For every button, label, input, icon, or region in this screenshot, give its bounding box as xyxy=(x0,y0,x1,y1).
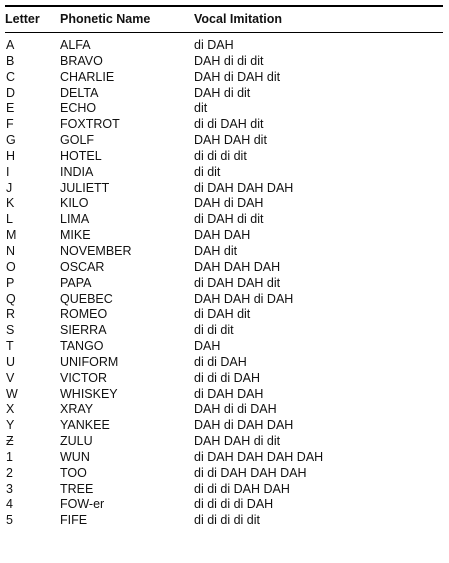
header-vocal-imitation: Vocal Imitation xyxy=(194,12,282,26)
top-rule xyxy=(5,5,443,7)
row-phonetic-name: ZULU xyxy=(60,434,93,449)
row-phonetic-name: WHISKEY xyxy=(60,386,118,401)
row-phonetic-name: TREE xyxy=(60,481,94,496)
row-vocal-imitation: DAH di DAH dit xyxy=(194,69,281,84)
row-vocal-imitation: di DAH DAH dit xyxy=(194,275,281,290)
row-letter: F xyxy=(6,117,14,132)
row-letter: L xyxy=(6,212,13,227)
row-letter: H xyxy=(6,148,16,163)
row-vocal-imitation: di di di di DAH xyxy=(194,497,274,512)
row-letter: 3 xyxy=(6,481,13,496)
row-letter: I xyxy=(6,164,10,179)
table-row xyxy=(0,149,449,165)
table-row xyxy=(0,260,449,276)
table-row xyxy=(0,402,449,418)
row-phonetic-name: INDIA xyxy=(60,164,94,179)
row-vocal-imitation: di di di di dit xyxy=(194,513,261,528)
table-row xyxy=(0,482,449,498)
row-vocal-imitation: DAH di di DAH xyxy=(194,402,277,417)
row-vocal-imitation: di di dit xyxy=(194,323,234,338)
row-phonetic-name: DELTA xyxy=(60,85,99,100)
table-row xyxy=(0,70,449,86)
table-row xyxy=(0,228,449,244)
table-row xyxy=(0,497,449,513)
row-phonetic-name: WUN xyxy=(60,449,90,464)
header-rule xyxy=(5,32,443,33)
row-phonetic-name: MIKE xyxy=(60,228,91,243)
row-vocal-imitation: di DAH DAH DAH DAH xyxy=(194,449,324,464)
table-row xyxy=(0,165,449,181)
table-row xyxy=(0,54,449,70)
table-body xyxy=(0,38,449,529)
row-letter: B xyxy=(6,53,15,68)
row-letter: V xyxy=(6,370,15,385)
row-vocal-imitation: DAH di DAH DAH xyxy=(194,418,294,433)
row-phonetic-name: GOLF xyxy=(60,133,95,148)
row-vocal-imitation: DAH xyxy=(194,339,221,354)
row-vocal-imitation: DAH di dit xyxy=(194,85,251,100)
row-vocal-imitation: DAH dit xyxy=(194,243,238,258)
row-vocal-imitation: di DAH di dit xyxy=(194,212,264,227)
row-vocal-imitation: di di di DAH xyxy=(194,370,260,385)
table-row xyxy=(0,371,449,387)
header-letter: Letter xyxy=(5,12,40,26)
table-row xyxy=(0,418,449,434)
row-letter: K xyxy=(6,196,15,211)
table-row xyxy=(0,387,449,403)
row-letter: W xyxy=(6,386,18,401)
table-row xyxy=(0,117,449,133)
table-row xyxy=(0,355,449,371)
row-vocal-imitation: DAH di di dit xyxy=(194,53,264,68)
row-vocal-imitation: di di DAH dit xyxy=(194,117,264,132)
row-letter: Q xyxy=(6,291,16,306)
row-phonetic-name: ROMEO xyxy=(60,307,108,322)
row-letter: M xyxy=(6,228,17,243)
table-row xyxy=(0,244,449,260)
row-vocal-imitation: DAH DAH dit xyxy=(194,133,267,148)
row-phonetic-name: XRAY xyxy=(60,402,94,417)
row-phonetic-name: FOXTROT xyxy=(60,117,120,132)
row-letter: 4 xyxy=(6,497,13,512)
row-vocal-imitation: di di DAH DAH DAH xyxy=(194,465,307,480)
row-letter: T xyxy=(6,339,14,354)
row-letter: D xyxy=(6,85,16,100)
row-letter: 2 xyxy=(6,465,13,480)
row-letter: N xyxy=(6,243,16,258)
row-phonetic-name: FOW-er xyxy=(60,497,105,512)
row-letter: Ƶ xyxy=(6,434,14,449)
row-phonetic-name: NOVEMBER xyxy=(60,243,132,258)
row-vocal-imitation: di dit xyxy=(194,164,221,179)
row-letter: C xyxy=(6,69,16,84)
row-phonetic-name: OSCAR xyxy=(60,259,105,274)
row-phonetic-name: ECHO xyxy=(60,101,97,116)
row-letter: O xyxy=(6,259,16,274)
row-letter: X xyxy=(6,402,15,417)
row-vocal-imitation: di DAH DAH DAH xyxy=(194,180,294,195)
row-vocal-imitation: DAH di DAH xyxy=(194,196,264,211)
header-phonetic-name: Phonetic Name xyxy=(60,12,151,26)
row-vocal-imitation: DAH DAH di DAH xyxy=(194,291,294,306)
row-phonetic-name: LIMA xyxy=(60,212,90,227)
table-row xyxy=(0,307,449,323)
table-row xyxy=(0,38,449,54)
row-letter: P xyxy=(6,275,15,290)
row-vocal-imitation: di DAH dit xyxy=(194,307,251,322)
row-phonetic-name: PAPA xyxy=(60,275,92,290)
row-phonetic-name: SIERRA xyxy=(60,323,107,338)
row-phonetic-name: VICTOR xyxy=(60,370,107,385)
table-header xyxy=(0,12,449,30)
row-letter: 1 xyxy=(6,449,13,464)
table-row xyxy=(0,101,449,117)
row-phonetic-name: YANKEE xyxy=(60,418,110,433)
row-letter: A xyxy=(6,38,15,52)
row-phonetic-name: JULIETT xyxy=(60,180,110,195)
row-vocal-imitation: dit xyxy=(194,101,208,116)
row-phonetic-name: FIFE xyxy=(60,513,88,528)
table-row xyxy=(0,323,449,339)
row-letter: G xyxy=(6,133,16,148)
row-vocal-imitation: di di DAH xyxy=(194,354,247,369)
table-row xyxy=(0,450,449,466)
row-vocal-imitation: di di di dit xyxy=(194,148,247,163)
row-letter: U xyxy=(6,354,16,369)
table-row xyxy=(0,276,449,292)
row-phonetic-name: QUEBEC xyxy=(60,291,113,306)
row-letter: S xyxy=(6,323,15,338)
table-row xyxy=(0,513,449,529)
table-row xyxy=(0,292,449,308)
row-phonetic-name: TOO xyxy=(60,465,87,480)
row-vocal-imitation: DAH DAH xyxy=(194,228,251,243)
row-phonetic-name: CHARLIE xyxy=(60,69,115,84)
row-phonetic-name: ALFA xyxy=(60,38,91,52)
row-letter: 5 xyxy=(6,513,13,528)
table-row xyxy=(0,466,449,482)
row-letter: E xyxy=(6,101,15,116)
row-phonetic-name: KILO xyxy=(60,196,89,211)
row-letter: J xyxy=(6,180,13,195)
row-letter: Y xyxy=(6,418,15,433)
table-row xyxy=(0,133,449,149)
row-phonetic-name: UNIFORM xyxy=(60,354,119,369)
row-phonetic-name: HOTEL xyxy=(60,148,102,163)
row-phonetic-name: BRAVO xyxy=(60,53,103,68)
row-vocal-imitation: di DAH xyxy=(194,38,234,52)
table-row xyxy=(0,196,449,212)
table-row xyxy=(0,434,449,450)
row-vocal-imitation: DAH DAH di dit xyxy=(194,434,281,449)
row-phonetic-name: TANGO xyxy=(60,339,104,354)
row-letter: R xyxy=(6,307,16,322)
table-row xyxy=(0,181,449,197)
row-vocal-imitation: di di di DAH DAH xyxy=(194,481,290,496)
row-vocal-imitation: DAH DAH DAH xyxy=(194,259,281,274)
table-row xyxy=(0,339,449,355)
row-vocal-imitation: di DAH DAH xyxy=(194,386,264,401)
table-row xyxy=(0,86,449,102)
table-row xyxy=(0,212,449,228)
